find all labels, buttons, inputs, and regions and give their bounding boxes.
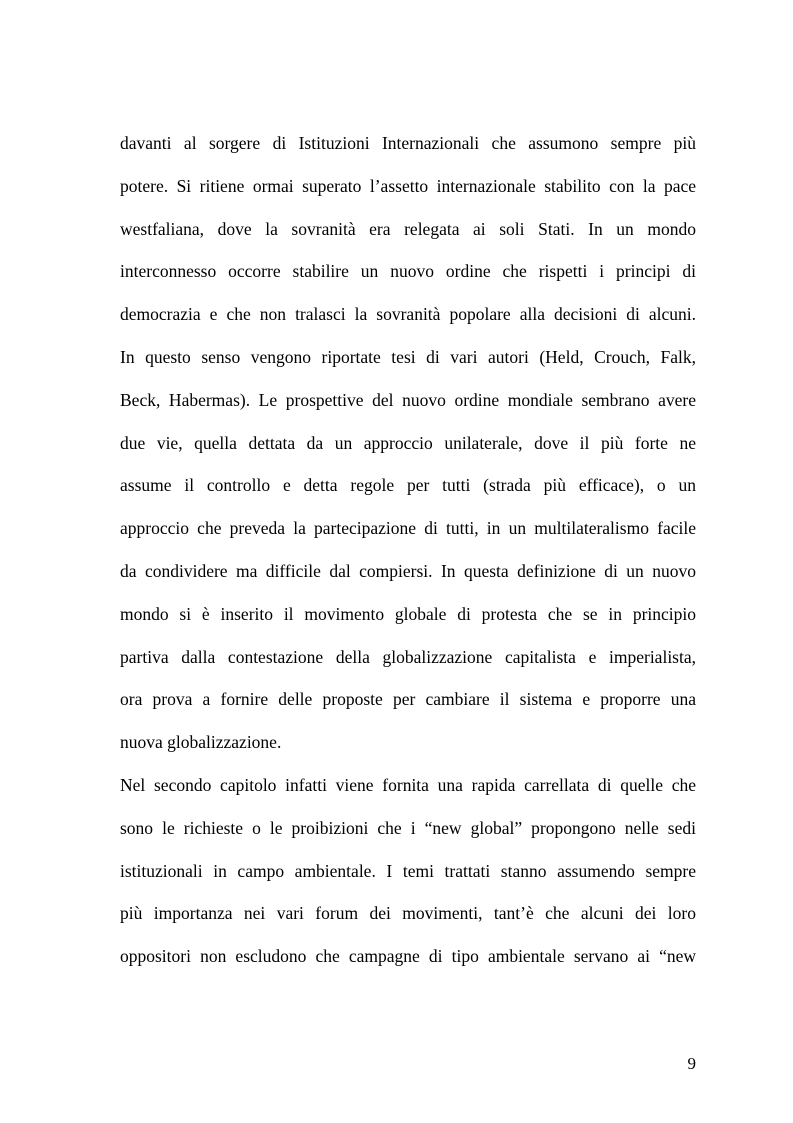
text-line: assume il controllo e detta regole per tutti (strada più efficace), o un — [120, 475, 696, 496]
text-line: mondo si è inserito il movimento globale di protesta che se in principio — [120, 603, 696, 624]
paragraph — [120, 126, 696, 768]
text-line: Beck, Habermas). Le prospettive del nuovo ordine mondiale sembrano avere — [120, 389, 696, 410]
paragraph — [120, 768, 696, 982]
text-line: due vie, quella dettata da un approccio unilaterale, dove il più forte ne — [120, 432, 696, 453]
text-line: sono le richieste o le proibizioni che i “new global” propongono nelle sedi — [120, 817, 696, 838]
text-line: oppositori non escludono che campagne di tipo ambientale servano ai “new — [120, 946, 696, 967]
text-line: da condividere ma difficile dal compiersi. In questa definizione di un nuovo — [120, 560, 696, 581]
text-line: potere. Si ritiene ormai superato l’assetto internazionale stabilito con la pace — [120, 175, 696, 196]
text-line: approccio che preveda la partecipazione di tutti, in un multilateralismo facile — [120, 518, 696, 539]
text-line: westfaliana, dove la sovranità era relegata ai soli Stati. In un mondo — [120, 218, 696, 239]
text-line: In questo senso vengono riportate tesi di vari autori (Held, Crouch, Falk, — [120, 346, 696, 367]
text-line: ora prova a fornire delle proposte per cambiare il sistema e proporre una — [120, 689, 696, 710]
text-line: interconnesso occorre stabilire un nuovo ordine che rispetti i principi di — [120, 261, 696, 282]
text-line: istituzionali in campo ambientale. I temi trattati stanno assumendo sempre — [120, 860, 696, 881]
text-line: più importanza nei vari forum dei movimenti, tant’è che alcuni dei loro — [120, 903, 696, 924]
text-line: democrazia e che non tralasci la sovranità popolare alla decisioni di alcuni. — [120, 304, 696, 325]
page-number: 9 — [687, 1054, 696, 1073]
body-text — [120, 126, 696, 982]
text-line: nuova globalizzazione. — [120, 732, 282, 753]
text-line: Nel secondo capitolo infatti viene fornita una rapida carrellata di quelle che — [120, 774, 696, 795]
text-line: davanti al sorgere di Istituzioni Internazionali che assumono sempre più — [120, 133, 696, 153]
text-line: partiva dalla contestazione della globalizzazione capitalista e imperialista, — [120, 646, 696, 667]
